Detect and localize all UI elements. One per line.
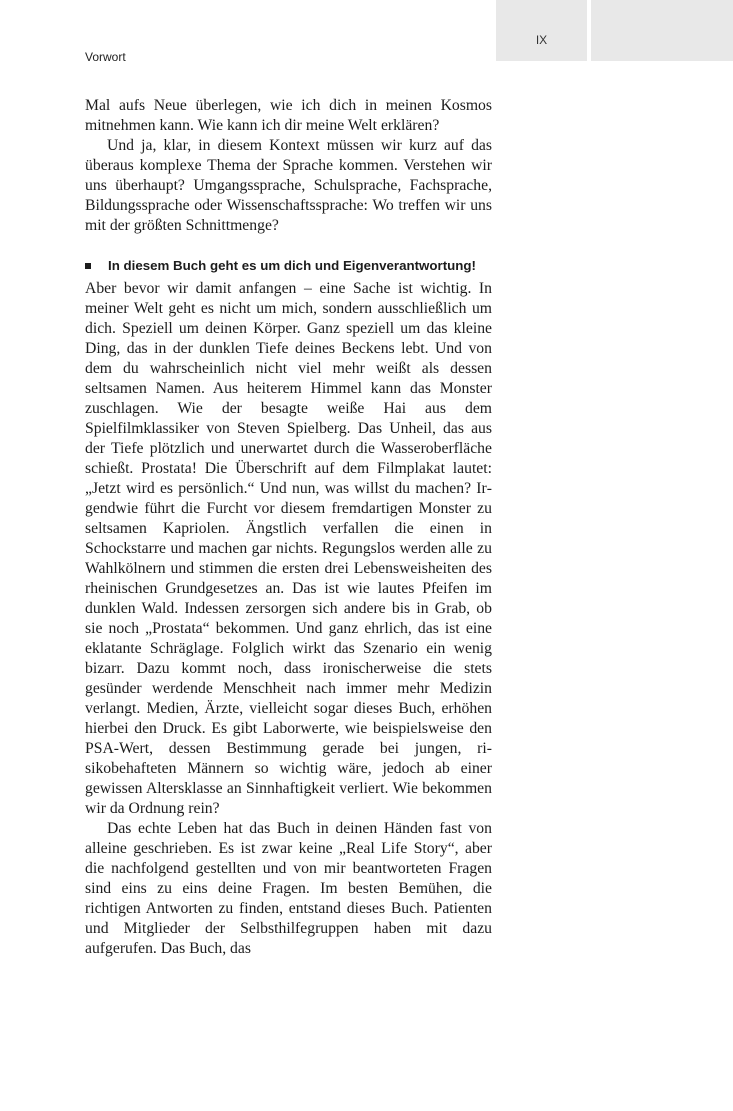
section-heading [85, 256, 492, 276]
section-heading-text: In diesem Buch geht es um dich und Eigenverantwortung! [108, 258, 476, 273]
margin-tab [591, 0, 733, 61]
square-bullet-icon [85, 263, 91, 269]
page-number: IX [535, 33, 548, 47]
paragraph: Das echte Leben hat das Buch in deinen Händen fast von alleine geschrieben. Es ist zwar keine „Real Life Story“, aber die nachfolgend gestellten und von mir beantworteten Fragen sind eins zu eins deine Fragen. Im besten Bemühen, die richtigen Antworten zu finden, entstand dieses Buch. Patienten und Mitglieder der Selbsthilfegruppen haben mit dazu aufgerufen. Das Buch, das [85, 820, 492, 957]
paragraph: Mal aufs Neue überlegen, wie ich dich in meinen Kosmos mitnehmen kann. Wie kann ich dir meine Welt erklären? [85, 97, 492, 134]
page-number-tab [496, 0, 587, 61]
paragraph: Und ja, klar, in diesem Kontext müssen wir kurz auf das überaus komplexe Thema der Sprache kommen. Verstehen wir uns überhaupt? Umgangssprache, Schulsprache, Fachsprache, Bildungssprache oder Wissenschaftssprache: Wo treffen wir uns mit der größten Schnittmenge? [85, 137, 492, 234]
running-head: Vorwort [85, 50, 126, 64]
paragraph: Aber bevor wir damit anfangen – eine Sache ist wichtig. In meiner Welt geht es nicht um mich, sondern ausschließlich um dich. Speziell um deinen Körper. Ganz speziell um das kleine Ding, das in der dunklen Tiefe deines Beckens lebt. Und von dem du wahrscheinlich nicht viel mehr weißt als dessen seltsamen Namen. Aus heiterem Himmel kann das Monster zuschlagen. Wie der besagte weiße Hai aus dem Spielfilmklassiker von Steven Spielberg. Das Unheil, das aus der Tiefe plötzlich und unerwartet durch die Wasseroberfläche schießt. Prostata! Die Überschrift auf dem Filmplakat lautet: „Jetzt wird es persönlich.“ Und nun, was willst du machen? Irgendwie führt die Furcht vor diesem fremdartigen Monster zu seltsamen Kapriolen. Ängstlich verfallen die einen in Schockstarre und machen gar nichts. Regungslos werden alle zu Wahlkölnern und stimmen die ersten drei Lebensweisheiten des rheinischen Grundgesetzes an. Das ist wie lautes Pfeifen im dunklen Wald. Indessen zersorgen sich andere bis in Grab, ob sie noch „Prostata“ bekommen. Und ganz ehrlich, das ist eine eklatante Schräglage. Folglich wirkt das Szenario ein wenig bizarr. Dazu kommt noch, dass ironischerweise die stets gesünder werdende Menschheit nach immer mehr Medizin verlangt. Medien, Ärzte, vielleicht sogar dieses Buch, erhöhen hierbei den Druck. Es gibt Laborwerte, wie beispielsweise den PSA-Wert, dessen Bestimmung gerade bei jungen, risikobehafteten Männern so wichtig wäre, jedoch ab einer gewissen Altersklasse an Sinnhaftigkeit verliert. Wie bekommen wir da Ordnung rein? [85, 280, 492, 817]
body-text [85, 96, 492, 959]
